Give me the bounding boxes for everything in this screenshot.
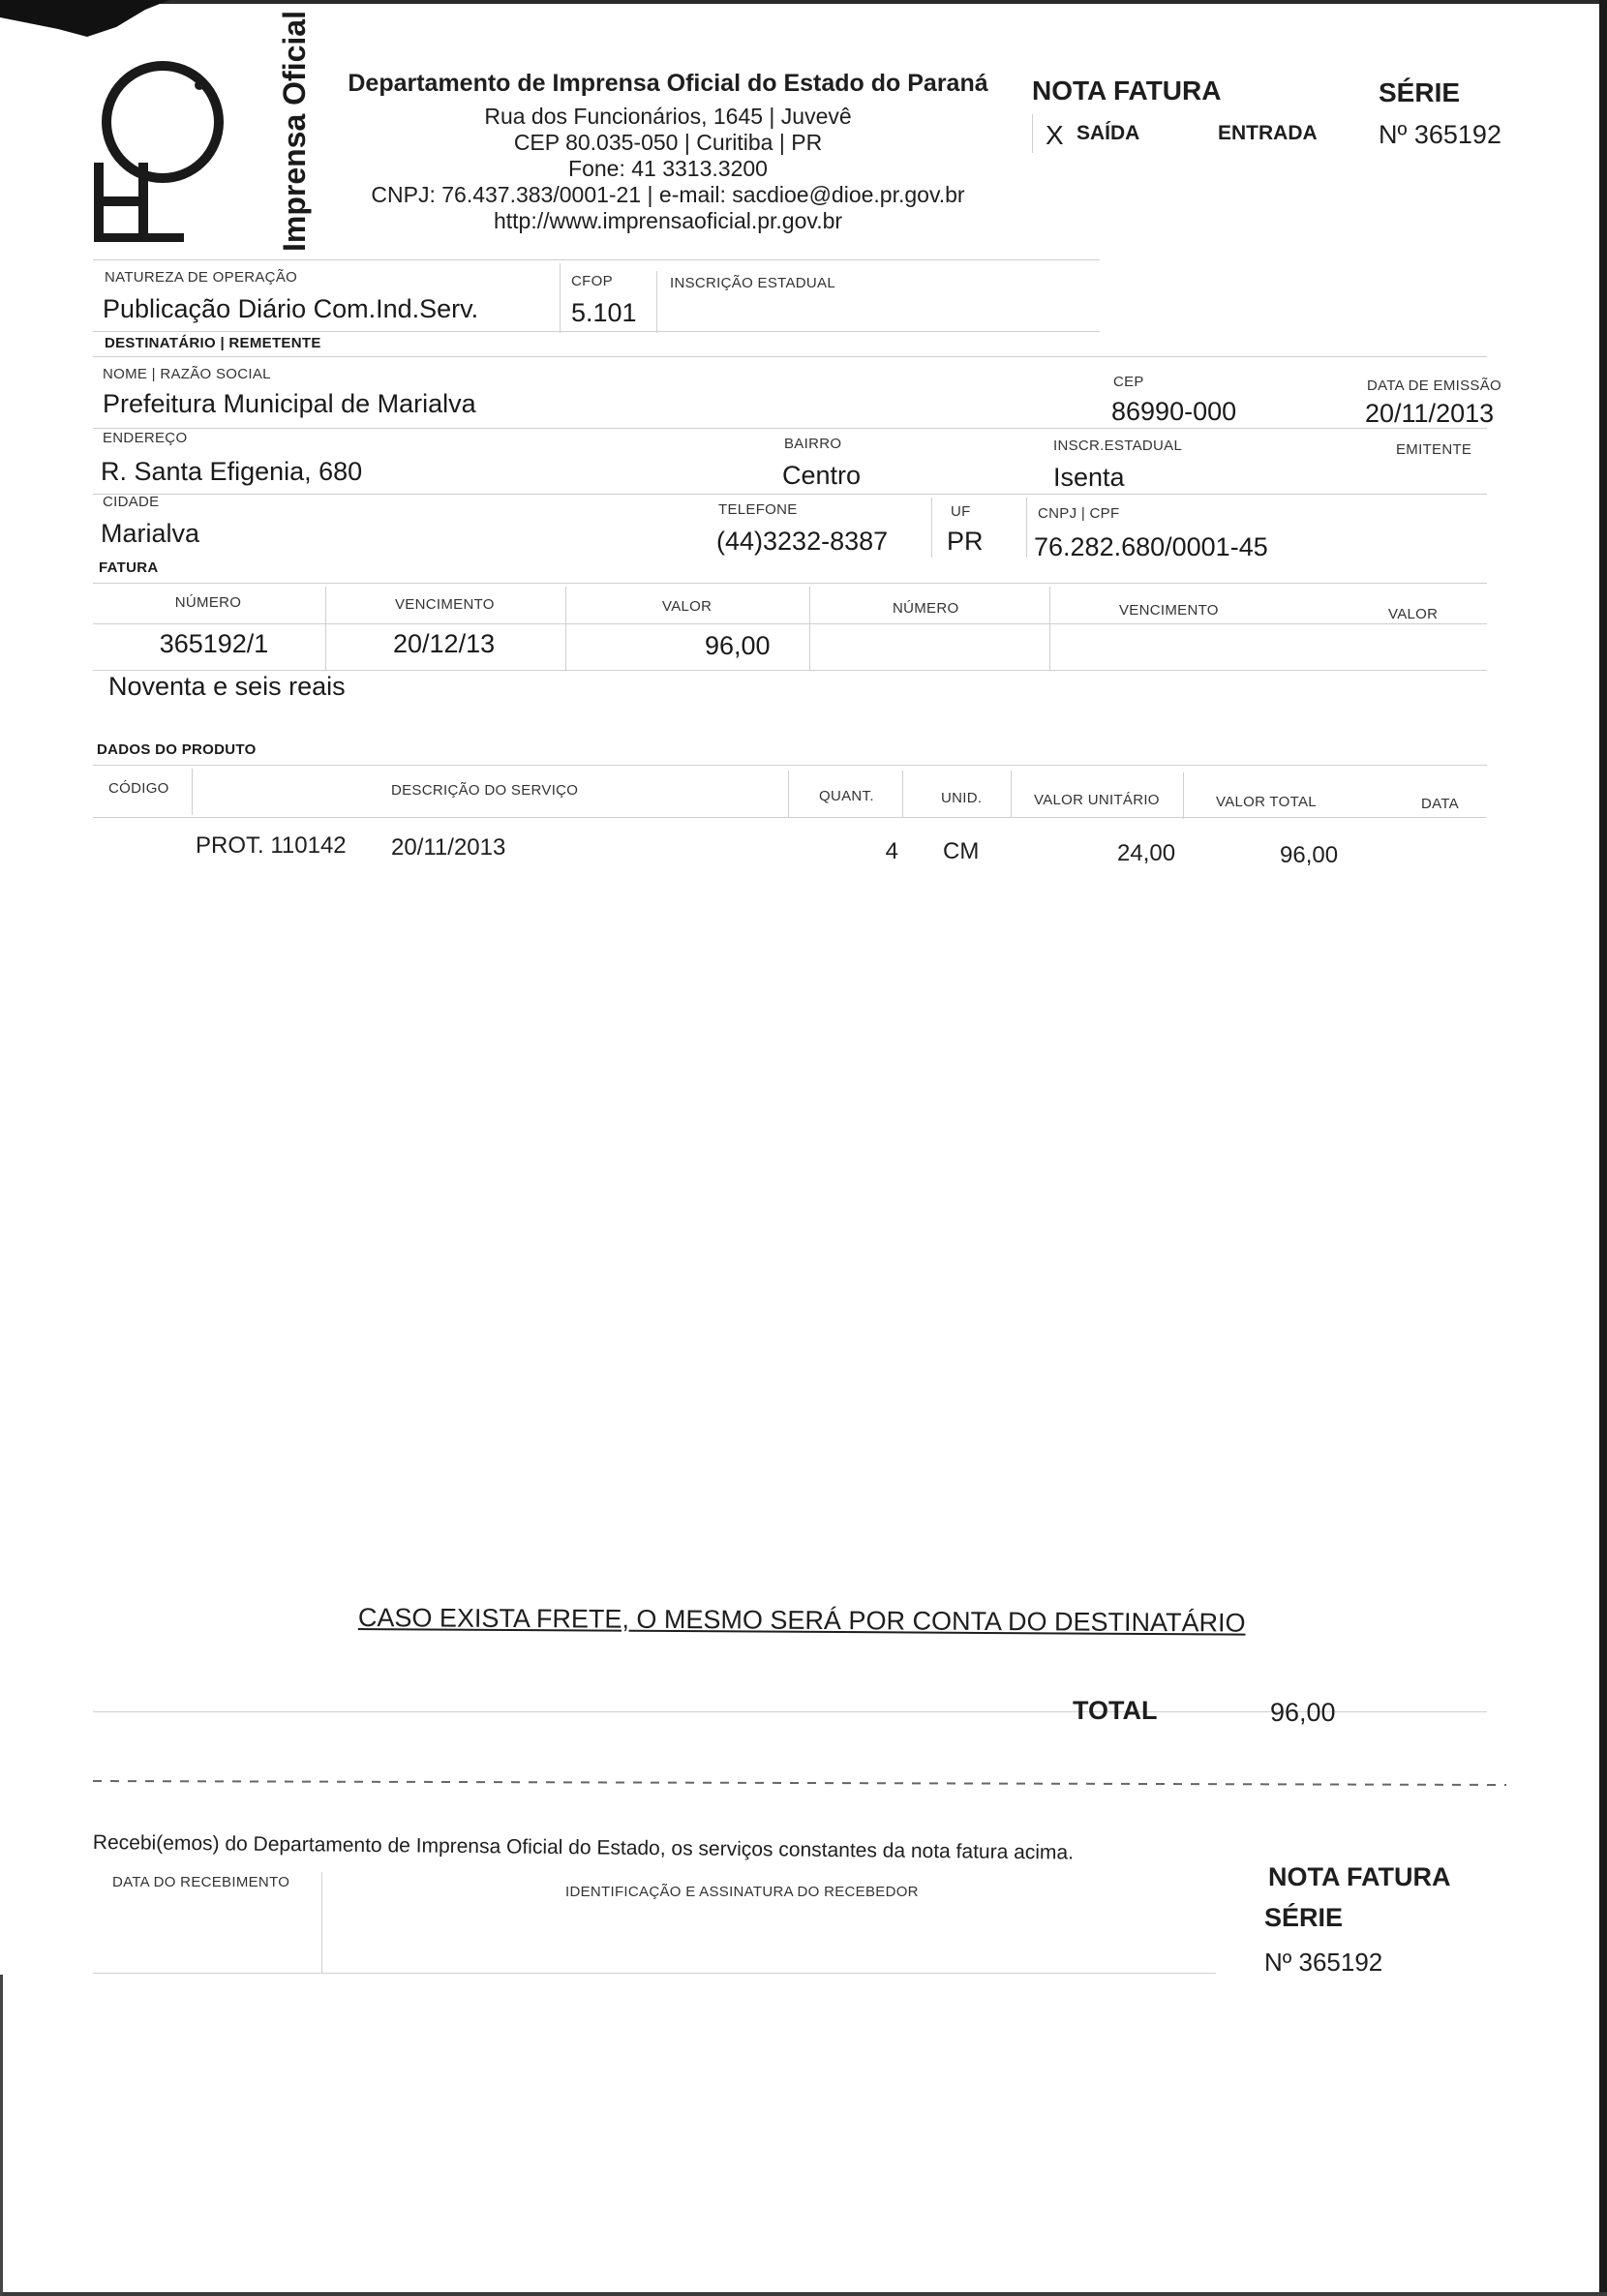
valor-unitario-label: VALOR UNITÁRIO [1034,792,1160,808]
bairro-value: Centro [782,461,862,490]
descricao-label: DESCRIÇÃO DO SERVIÇO [391,782,579,799]
fatura-numero-label: NÚMERO [174,594,242,611]
product-section-title: DADOS DO PRODUTO [97,741,257,758]
doc-title: NOTA FATURA [1032,76,1222,106]
inscr-estadual-label: INSCR.ESTADUAL [1053,438,1183,454]
natureza-label: NATUREZA DE OPERAÇÃO [105,269,298,286]
entrada-label: ENTRADA [1218,122,1318,144]
fatura-vencimento2-label: VENCIMENTO [1119,602,1219,619]
ie-label: INSCRIÇÃO ESTADUAL [670,275,835,291]
cfop-value: 5.101 [571,298,637,327]
emissao-value: 20/11/2013 [1365,399,1495,428]
stub-nota-title: NOTA FATURA [1268,1862,1451,1891]
emissao-label: DATA DE EMISSÃO [1367,378,1501,394]
fatura-numero2-label: NÚMERO [893,600,959,617]
saida-mark: X [1046,120,1064,150]
natureza-value: Publicação Diário Com.Ind.Serv. [103,294,479,323]
data-recebimento-label: DATA DO RECEBIMENTO [112,1874,290,1890]
product-vunit: 24,00 [1117,840,1176,866]
data-label: DATA [1421,796,1459,812]
stub-number: Nº 365192 [1264,1948,1383,1977]
identificacao-label: IDENTIFICAÇÃO E ASSINATURA DO RECEBEDOR [565,1884,919,1900]
imprensa-oficial-logo-icon [85,39,240,242]
issuer-site: http://www.imprensaoficial.pr.gov.br [493,208,843,233]
quant-label: QUANT. [819,788,874,804]
telefone-label: TELEFONE [718,501,798,518]
frete-notice: CASO EXISTA FRETE, O MESMO SERÁ POR CONTA DO DESTINATÁRIO [357,1603,1246,1638]
fatura-numero-value: 365192/1 [159,629,269,658]
issuer-address: Rua dos Funcionários, 1645 | Juvevê [484,104,852,129]
issuer-name: Departamento de Imprensa Oficial do Estado do Paraná [348,70,988,97]
endereco-value: R. Santa Efigenia, 680 [101,457,363,486]
total-value: 96,00 [1270,1698,1336,1727]
product-unid: CM [943,838,980,864]
total-label: TOTAL [1073,1696,1158,1725]
logo-text: Imprensa Oficial [277,11,312,252]
cidade-value: Marialva [101,519,200,548]
cut-line [93,1779,1506,1787]
product-codigo: PROT. 110142 [196,832,347,859]
serie-label: SÉRIE [1379,77,1461,107]
issuer-block [339,70,997,234]
product-descricao: 20/11/2013 [391,834,506,861]
scan-edge-left [0,1975,3,2296]
cep-label: CEP [1113,374,1144,390]
fatura-extenso: Noventa e seis reais [108,672,346,701]
doc-number: Nº 365192 [1379,120,1501,149]
cep-value: 86990-000 [1111,397,1237,426]
endereco-label: ENDEREÇO [103,430,188,446]
issuer-phone: Fone: 41 3313.3200 [568,156,768,181]
bairro-label: BAIRRO [784,436,842,452]
valor-total-label: VALOR TOTAL [1216,794,1317,810]
scan-edge-right [1599,0,1607,2296]
cfop-label: CFOP [571,273,613,289]
codigo-label: CÓDIGO [108,780,169,797]
fatura-valor-value: 96,00 [705,631,771,660]
saida-label: SAÍDA [1076,122,1140,144]
fatura-vencimento-label: VENCIMENTO [395,596,495,613]
nome-value: Prefeitura Municipal de Marialva [103,389,476,418]
issuer-cnpj: CNPJ: 76.437.383/0001-21 | e-mail: sacdioe@dioe.pr.gov.br [371,182,965,207]
issuer-cep: CEP 80.035-050 | Curitiba | PR [513,130,823,155]
cnpj-value: 76.282.680/0001-45 [1034,532,1268,561]
uf-value: PR [947,527,984,556]
recipient-section-title: DESTINATÁRIO | REMETENTE [105,335,321,351]
inscr-estadual-value: Isenta [1053,463,1125,492]
unid-label: UNID. [941,790,983,806]
fatura-section-title: FATURA [99,559,159,576]
product-vtotal: 96,00 [1280,842,1339,868]
uf-label: UF [951,503,971,520]
cidade-label: CIDADE [103,494,160,510]
fatura-vencimento-value: 20/12/13 [393,629,496,658]
recebimento-text: Recebi(emos) do Departamento de Imprensa Oficial do Estado, os serviços constantes da nota fatura acima. [92,1831,1075,1864]
nome-label: NOME | RAZÃO SOCIAL [103,366,271,382]
cnpj-label: CNPJ | CPF [1038,505,1120,522]
scan-edge-top [0,0,1607,4]
emitente-label: EMITENTE [1396,441,1472,458]
fatura-valor2-label: VALOR [1388,606,1439,622]
fatura-valor-label: VALOR [662,598,713,615]
product-quant: 4 [885,838,898,864]
scan-edge-bottom [0,2292,1607,2296]
stub-serie-label: SÉRIE [1264,1903,1344,1932]
telefone-value: (44)3232-8387 [716,527,889,556]
